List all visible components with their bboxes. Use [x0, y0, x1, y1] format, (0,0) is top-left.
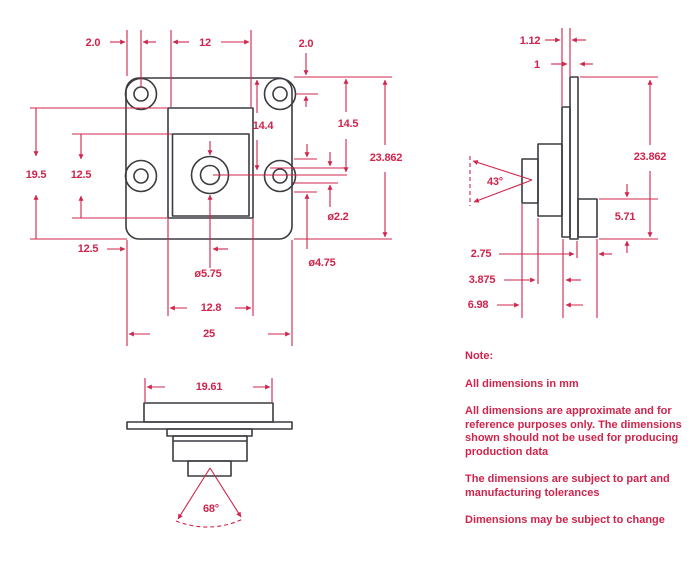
note-line: reference purposes only. The dimensions: [465, 418, 682, 431]
dim-bottom-plate-width: 19.61: [195, 381, 223, 393]
side-dimension-arrows: [497, 40, 650, 305]
mounting-hole-inner: [134, 169, 148, 183]
dim-front-top-span: 12: [199, 37, 211, 49]
note-line: shown should not be used for producing: [465, 432, 679, 444]
mounting-hole-outer: [265, 79, 296, 110]
mounting-hole-inner: [134, 87, 148, 101]
note-line: The dimensions are subject to part and: [465, 473, 670, 485]
bottom-fov-cone: [176, 468, 243, 527]
dim-side-plate-thickness: 1.12: [519, 35, 541, 47]
dim-side-depth-body: 3.875: [468, 274, 496, 286]
note-paragraph: [465, 378, 675, 392]
dim-front-lens-offset: 12.5: [77, 243, 99, 255]
camera-body-section: [173, 436, 247, 461]
mounting-hole-outer: [265, 161, 296, 192]
dim-front-inner-height: 14.4: [252, 120, 274, 132]
fov-arc-dashed: [176, 519, 243, 527]
dim-side-connector-height: 5.71: [614, 211, 636, 223]
dim-front-overall-width: 25: [203, 328, 215, 340]
dim-front-hole-height: 14.5: [337, 118, 359, 130]
camera-body-section: [538, 144, 562, 216]
dim-side-ray-angle: 43°: [486, 176, 504, 188]
bottom-view: [127, 378, 292, 527]
side-view: [468, 28, 667, 318]
dim-front-edge-offset-top: 2.0: [298, 38, 314, 50]
pcb-section: [127, 422, 292, 429]
dim-side-depth-lens: 6.98: [467, 299, 489, 311]
mounting-hole-inner: [273, 169, 287, 183]
note-paragraph: [465, 473, 675, 500]
dim-front-module-width: 12.8: [200, 302, 222, 314]
dim-front-hole-inner-dia: ø2.2: [327, 211, 349, 223]
dim-side-pcb-thickness: 1: [534, 59, 540, 71]
connector-section: [578, 199, 597, 237]
mounting-hole-inner: [273, 87, 287, 101]
note-paragraph: [465, 514, 675, 528]
dim-front-hole-outer-dia: ø4.75: [308, 257, 336, 269]
dim-front-lens-diameter: ø5.75: [194, 268, 222, 280]
plate-section: [562, 107, 570, 237]
dim-side-depth-connector: 2.75: [470, 248, 492, 260]
pcb-section: [570, 77, 578, 239]
dim-front-module-height: 12.5: [70, 169, 92, 181]
note-line: All dimensions are approximate and for: [465, 405, 672, 417]
dim-side-overall-height: 23.862: [633, 151, 667, 163]
front-view: [26, 30, 403, 346]
dim-front-overall-height: 23.862: [369, 152, 403, 164]
notes-title: Note:: [465, 350, 494, 362]
mounting-hole-outer: [126, 161, 157, 192]
plate-section: [144, 403, 273, 422]
dim-bottom-fov-angle: 68°: [202, 503, 220, 515]
note-line: production data: [465, 445, 549, 458]
side-part-outline: [522, 77, 597, 239]
note-line: Dimensions may be subject to change: [465, 514, 665, 526]
note-line: manufacturing tolerances: [465, 486, 600, 499]
dim-front-edge-offset-left: 2.0: [85, 37, 101, 49]
note-paragraph: [465, 405, 682, 459]
front-dimension-arrows: [36, 42, 385, 334]
module-step-section: [167, 429, 252, 436]
side-extension-lines: [519, 28, 658, 318]
note-line: All dimensions in mm: [465, 377, 579, 390]
dim-front-flange-height: 19.5: [25, 169, 47, 181]
bottom-part-outline: [127, 403, 292, 476]
notes-block: [465, 350, 682, 542]
